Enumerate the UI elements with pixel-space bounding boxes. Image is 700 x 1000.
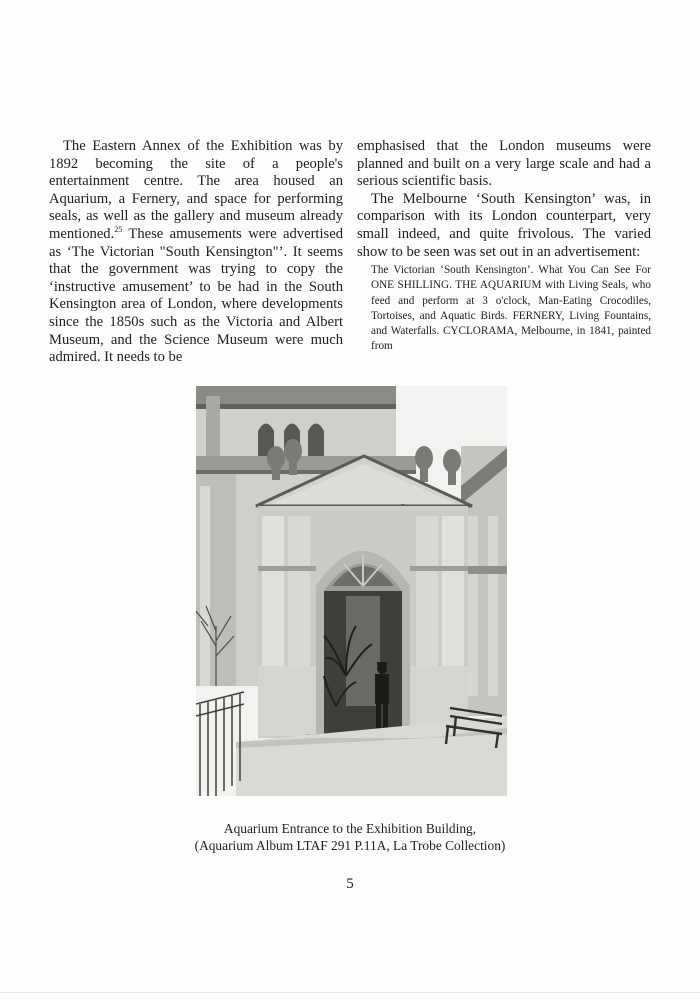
- paragraph-text: These amusements were advertised as ‘The Victorian "South Kensington"’. It seems that the government was trying to copy the ‘instructive amusement’ to be had in the South Kensington area of London, where developments since the 1850s such as the Victoria and Albert Museum, and the Science Museum were much admired. It needs to be: [49, 225, 343, 366]
- body-paragraph: emphasised that the London museums were planned and built on a very large scale and had a serious scientific basis.: [357, 138, 651, 190]
- footnote-reference[interactable]: 25: [114, 224, 123, 234]
- aquarium-entrance-photo: [196, 386, 507, 796]
- advertisement-quote: The Victorian ‘South Kensington’. What You Can See For ONE SHILLING. THE AQUARIUM with Living Seals, who feed and perform at 3 o'clock, Man-Eating Crocodiles, Tortoises, and Aquatic Birds. FERNERY, Living Fountains, and Waterfalls. CYCLORAMA, Melbourne, in 1841, painted from: [371, 264, 651, 353]
- page-number: 5: [346, 876, 354, 892]
- body-paragraph: [49, 138, 343, 367]
- right-text-column: [357, 138, 651, 354]
- body-paragraph: The Melbourne ‘South Kensington’ was, in comparison with its London counterpart, very small indeed, and quite frivolous. The varied show to be seen was set out in an advertisement:: [357, 190, 651, 260]
- paragraph-text: The Eastern Annex of the Exhibition was by 1892 becoming the site of a people's entertainment centre. The area housed an Aquarium, a Fernery, and space for performing seals, as well as the gallery and museum already mentioned.: [49, 138, 343, 242]
- figure-caption: [100, 820, 600, 854]
- caption-line-2: (Aquarium Album LTAF 291 P.11A, La Trobe Collection): [194, 838, 506, 853]
- caption-line-1: Aquarium Entrance to the Exhibition Building,: [223, 821, 477, 836]
- page-edge-divider: [0, 992, 700, 993]
- left-text-column: [49, 138, 343, 367]
